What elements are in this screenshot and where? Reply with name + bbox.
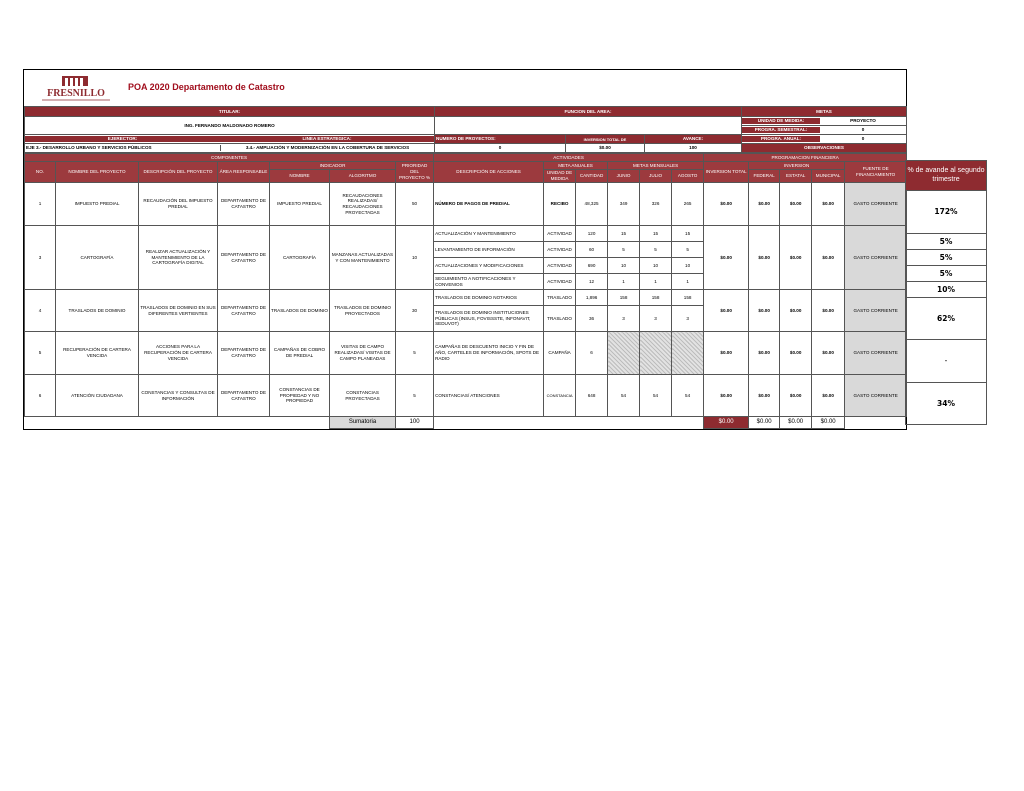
- project-name: CARTOGRAFÍA: [56, 226, 139, 290]
- project-description: TRASLADOS DE DOMINIO EN SUS DIFERENTES VERTIENTES: [139, 290, 218, 332]
- summary-investment-total: $0.00: [704, 417, 749, 429]
- project-description: CONSTANCIAS Y CONSULTAS DE INFORMACIÓN: [139, 375, 218, 417]
- document-header: [24, 70, 906, 106]
- project-name: ATENCIÓN CIUDADANA: [56, 375, 139, 417]
- action-august: 15: [672, 226, 704, 242]
- project-priority: 10: [396, 226, 434, 290]
- inversion-label: INVERSION TOTAL DE: [566, 135, 645, 144]
- investment-state: $0.00: [780, 290, 812, 332]
- action-description: CAMPAÑAS DE DESCUENTO INICIO Y FIN DE AÑO, CARTELES DE INFORMACIÓN, SPOTS DE RADIO: [434, 332, 544, 375]
- action-june: 5: [608, 242, 640, 258]
- num-proyectos-label: NUMERO DE PROYECTOS:: [435, 135, 566, 144]
- titular-value: ING. FERNANDO MALDONADO ROMERO: [25, 117, 435, 135]
- julio-header: JULIO: [640, 170, 672, 183]
- action-july: 10: [640, 258, 672, 274]
- summary-state: $0.00: [780, 417, 812, 429]
- investment-municipal: $0.00: [812, 290, 845, 332]
- progra-semestral-label: PROGRA. SEMESTRAL:: [742, 127, 820, 133]
- indicator-algorithm: CONSTANCIAS PROYECTADAS: [330, 375, 396, 417]
- funding-source: GASTO CORRIENTE: [845, 375, 907, 417]
- action-description: CONSTANCIAS/ ATENCIONES: [434, 375, 544, 417]
- investment-total: $0.00: [704, 332, 749, 375]
- linea-value: 3.4.- AMPLIACIÓN Y MODERNIZACIÓN EN LA COBERTURA DE SERVICIOS: [245, 145, 410, 151]
- action-description: ACTUALIZACIONES Y MODIFICACIONES: [434, 258, 544, 274]
- action-quantity: 60: [576, 242, 608, 258]
- indicador-header: INDICADOR: [270, 162, 396, 170]
- action-unit: ACTIVIDAD: [544, 274, 576, 290]
- project-description: REALIZAR ACTUALIZACIÓN Y MANTENIMIENTO DE LA CARTOGRAFÍA DIGITAL: [139, 226, 218, 290]
- federal-header: FEDERAL: [749, 170, 780, 183]
- project-no: 4: [25, 290, 56, 332]
- indicator-name: CARTOGRAFÍA: [270, 226, 330, 290]
- investment-state: $0.00: [780, 226, 812, 290]
- table-row: [25, 183, 907, 226]
- action-august: 3: [672, 306, 704, 332]
- action-june: 3: [608, 306, 640, 332]
- project-area: DEPARTAMENTO DE CATASTRO: [218, 332, 270, 375]
- action-unit: TRASLADO: [544, 306, 576, 332]
- prioridad-header: PRIORIDAD DEL PROYECTO %: [396, 162, 434, 183]
- action-june: 158: [608, 290, 640, 306]
- project-name: IMPUESTO PREDIAL: [56, 183, 139, 226]
- unidad-header: UNIDAD DE MEDIDA: [544, 170, 576, 183]
- investment-federal: $0.00: [749, 375, 780, 417]
- agosto-header: AGOSTO: [672, 170, 704, 183]
- action-description: ACTUALIZACIÓN Y MANTENIMIENTO: [434, 226, 544, 242]
- action-july: 3: [640, 306, 672, 332]
- investment-total: $0.00: [704, 226, 749, 290]
- action-description: SEGUIMIENTO A NOTIFICACIONES Y CONVENIOS: [434, 274, 544, 290]
- action-quantity: 120: [576, 226, 608, 242]
- document-title: POA 2020 Departamento de Catastro: [128, 82, 285, 92]
- action-quantity: 690: [576, 258, 608, 274]
- avance-value-3c: 5%: [906, 266, 987, 282]
- project-area: DEPARTAMENTO DE CATASTRO: [218, 183, 270, 226]
- avance-value-3a: 5%: [906, 234, 987, 250]
- progra-anual-label: PROGRA. ANUAL:: [742, 136, 820, 142]
- investment-federal: $0.00: [749, 226, 780, 290]
- action-quantity: 648: [576, 375, 608, 417]
- funcion-value: [435, 117, 742, 135]
- descripcion-acciones-header: DESCRIPCIÓN DE ACCIONES: [434, 162, 544, 183]
- fuente-header: FUENTE DE FINANCIAMIENTO: [845, 162, 907, 183]
- inversion-header: INVERSION: [749, 162, 845, 170]
- inversion-value: $0.00: [566, 144, 645, 153]
- project-area: DEPARTAMENTO DE CATASTRO: [218, 226, 270, 290]
- action-july: 158: [640, 290, 672, 306]
- action-august: 54: [672, 375, 704, 417]
- investment-federal: $0.00: [749, 290, 780, 332]
- investment-state: $0.00: [780, 375, 812, 417]
- action-description: TRASLADOS DE DOMINIO INSTITUCIONES PÚBLICAS (INSUS, FOVISSSTE, INFONAVIT, SEDUVOT): [434, 306, 544, 332]
- funcion-label: FUNCION DEL AREA:: [435, 107, 742, 117]
- avance-value: 100: [645, 144, 742, 153]
- summary-federal: $0.00: [749, 417, 780, 429]
- investment-municipal: $0.00: [812, 332, 845, 375]
- project-name: RECUPERACIÓN DE CARTERA VENCIDA: [56, 332, 139, 375]
- action-description: TRASLADOS DE DOMINIO NOTARIOS: [434, 290, 544, 306]
- algoritmo-header: ALGORITMO: [330, 170, 396, 183]
- ejerector-label: EJERECTOR:: [25, 136, 220, 142]
- action-unit: ACTIVIDAD: [544, 226, 576, 242]
- action-description: NÚMERO DE PAGOS DE PREDIAL: [434, 183, 544, 226]
- action-august: 158: [672, 290, 704, 306]
- indicator-name: CONSTANCIAS DE PROPIEDAD Y NO PROPIEDAD: [270, 375, 330, 417]
- project-no: 1: [25, 183, 56, 226]
- metas-label: METAS: [742, 107, 907, 117]
- avance-value-3d: 10%: [906, 282, 987, 298]
- linea-label: LINEA ESTRATEGICA:: [220, 136, 434, 142]
- action-quantity: 12: [576, 274, 608, 290]
- project-priority: 5: [396, 375, 434, 417]
- project-description: ACCIONES PARA LA RECUPERACIÓN DE CARTERA VENCIDA: [139, 332, 218, 375]
- indicator-algorithm: TRASLADOS DE DOMINIO PROYECTADOS: [330, 290, 396, 332]
- cantidad-header: CANTIDAD: [576, 170, 608, 183]
- no-header: NO.: [25, 162, 56, 183]
- action-description: LEVANTAMIENTO DE INFORMACIÓN: [434, 242, 544, 258]
- programacion-header: PROGRAMACION FINANCIERA: [704, 154, 907, 162]
- summary-municipal: $0.00: [812, 417, 845, 429]
- project-priority: 50: [396, 183, 434, 226]
- project-priority: 5: [396, 332, 434, 375]
- action-august: 5: [672, 242, 704, 258]
- action-august: 265: [672, 183, 704, 226]
- action-june: 54: [608, 375, 640, 417]
- action-june: [608, 332, 640, 375]
- observaciones-label: OBSERVACIONES: [742, 144, 907, 153]
- investment-municipal: $0.00: [812, 183, 845, 226]
- action-june: 10: [608, 258, 640, 274]
- action-july: 326: [640, 183, 672, 226]
- funding-source: GASTO CORRIENTE: [845, 290, 907, 332]
- projects-table: [24, 153, 907, 429]
- table-row: [25, 375, 907, 417]
- action-july: 54: [640, 375, 672, 417]
- investment-total: $0.00: [704, 183, 749, 226]
- action-unit: ACTIVIDAD: [544, 258, 576, 274]
- unidad-medida-label: UNIDAD DE MEDIDA:: [742, 118, 820, 124]
- project-priority: 30: [396, 290, 434, 332]
- investment-total: $0.00: [704, 375, 749, 417]
- investment-state: $0.00: [780, 332, 812, 375]
- municipal-header: MUNICIPAL: [812, 170, 845, 183]
- project-no: 5: [25, 332, 56, 375]
- indicator-algorithm: MANZANAS ACTUALIZADAS Y CON MANTENIMIENTO: [330, 226, 396, 290]
- avance-value-4: 62%: [906, 298, 987, 340]
- funding-source: GASTO CORRIENTE: [845, 332, 907, 375]
- table-row: [25, 226, 907, 242]
- action-quantity: 6: [576, 332, 608, 375]
- action-july: 1: [640, 274, 672, 290]
- avance-trimestre-header: % de avande al segundo trimestre: [906, 161, 987, 191]
- avance-value-3b: 5%: [906, 250, 987, 266]
- project-description: RECAUDACIÓN DEL IMPUESTO PREDIAL: [139, 183, 218, 226]
- progra-semestral-value: 0: [861, 127, 865, 133]
- investment-municipal: $0.00: [812, 226, 845, 290]
- investment-federal: $0.00: [749, 183, 780, 226]
- action-july: 5: [640, 242, 672, 258]
- indicator-name: IMPUESTO PREDIAL: [270, 183, 330, 226]
- funding-source: GASTO CORRIENTE: [845, 226, 907, 290]
- action-unit: CAMPAÑA: [544, 332, 576, 375]
- unidad-medida-value: PROYECTO: [850, 118, 876, 124]
- action-august: 1: [672, 274, 704, 290]
- action-august: [672, 332, 704, 375]
- area-responsable-header: ÁREA RESPONSABLE: [218, 162, 270, 183]
- project-no: 3: [25, 226, 56, 290]
- action-unit: RECIBO: [544, 183, 576, 226]
- metas-mensuales-header: METAS MENSUALES: [608, 162, 704, 170]
- quarter-progress-column: [905, 160, 987, 425]
- estatal-header: ESTATAL: [780, 170, 812, 183]
- componentes-header: COMPONENTES: [25, 154, 434, 162]
- descripcion-proyecto-header: DESCRIPCIÓN DEL PROYECTO: [139, 162, 218, 183]
- indicator-algorithm: VISITAS DE CAMPO REALIZADAS/ VISITAS DE CAMPO PLANEADAS: [330, 332, 396, 375]
- num-proyectos-value: 0: [435, 144, 566, 153]
- nombre-proyecto-header: NOMBRE DEL PROYECTO: [56, 162, 139, 183]
- avance-value-5: -: [906, 340, 987, 383]
- indicator-algorithm: RECAUDACIONES REALIZADAS/ RECAUDACIONES PROYECTADAS: [330, 183, 396, 226]
- project-no: 6: [25, 375, 56, 417]
- junio-header: JUNIO: [608, 170, 640, 183]
- investment-state: $0.00: [780, 183, 812, 226]
- action-unit: ACTIVIDAD: [544, 242, 576, 258]
- summary-label: Sumatoria: [330, 417, 396, 429]
- summary-priority-total: 100: [396, 417, 434, 429]
- summary-row: [25, 417, 907, 429]
- action-july: [640, 332, 672, 375]
- titular-label: TITULAR:: [25, 107, 435, 117]
- indicator-name: TRASLADOS DE DOMINIO: [270, 290, 330, 332]
- funding-source: GASTO CORRIENTE: [845, 183, 907, 226]
- project-area: DEPARTAMENTO DE CATASTRO: [218, 375, 270, 417]
- investment-municipal: $0.00: [812, 375, 845, 417]
- eje-value: EJE 3.- DESARROLLO URBANO Y SERVICIOS PÚBLICOS: [25, 145, 221, 151]
- actividades-header: ACTIVIDADES: [434, 154, 704, 162]
- action-unit: TRASLADO: [544, 290, 576, 306]
- action-june: 1: [608, 274, 640, 290]
- project-area: DEPARTAMENTO DE CATASTRO: [218, 290, 270, 332]
- indicator-name: CAMPAÑAS DE COBRO DE PREDIAL: [270, 332, 330, 375]
- ind-nombre-header: NOMBRE: [270, 170, 330, 183]
- table-row: [25, 290, 907, 306]
- info-table: [24, 106, 907, 153]
- poa-sheet: [23, 69, 907, 430]
- svg-text:FRESNILLO: FRESNILLO: [47, 88, 105, 99]
- investment-total: $0.00: [704, 290, 749, 332]
- action-quantity: 48,325: [576, 183, 608, 226]
- metas-anuales-header: META ANUALES: [544, 162, 608, 170]
- action-july: 15: [640, 226, 672, 242]
- inversion-total-header: INVERSION TOTAL: [704, 162, 749, 183]
- action-august: 10: [672, 258, 704, 274]
- table-row: [25, 332, 907, 375]
- avance-value-6: 34%: [906, 383, 987, 425]
- project-name: TRASLADOS DE DOMINIO: [56, 290, 139, 332]
- action-unit: CONSTANCIA: [544, 375, 576, 417]
- action-quantity: 36: [576, 306, 608, 332]
- action-june: 15: [608, 226, 640, 242]
- action-june: 349: [608, 183, 640, 226]
- fresnillo-logo: [38, 74, 114, 104]
- action-quantity: 1,896: [576, 290, 608, 306]
- investment-federal: $0.00: [749, 332, 780, 375]
- progra-anual-value: 0: [861, 136, 865, 142]
- avance-label: AVANCE:: [645, 135, 742, 144]
- avance-value-1: 172%: [906, 191, 987, 234]
